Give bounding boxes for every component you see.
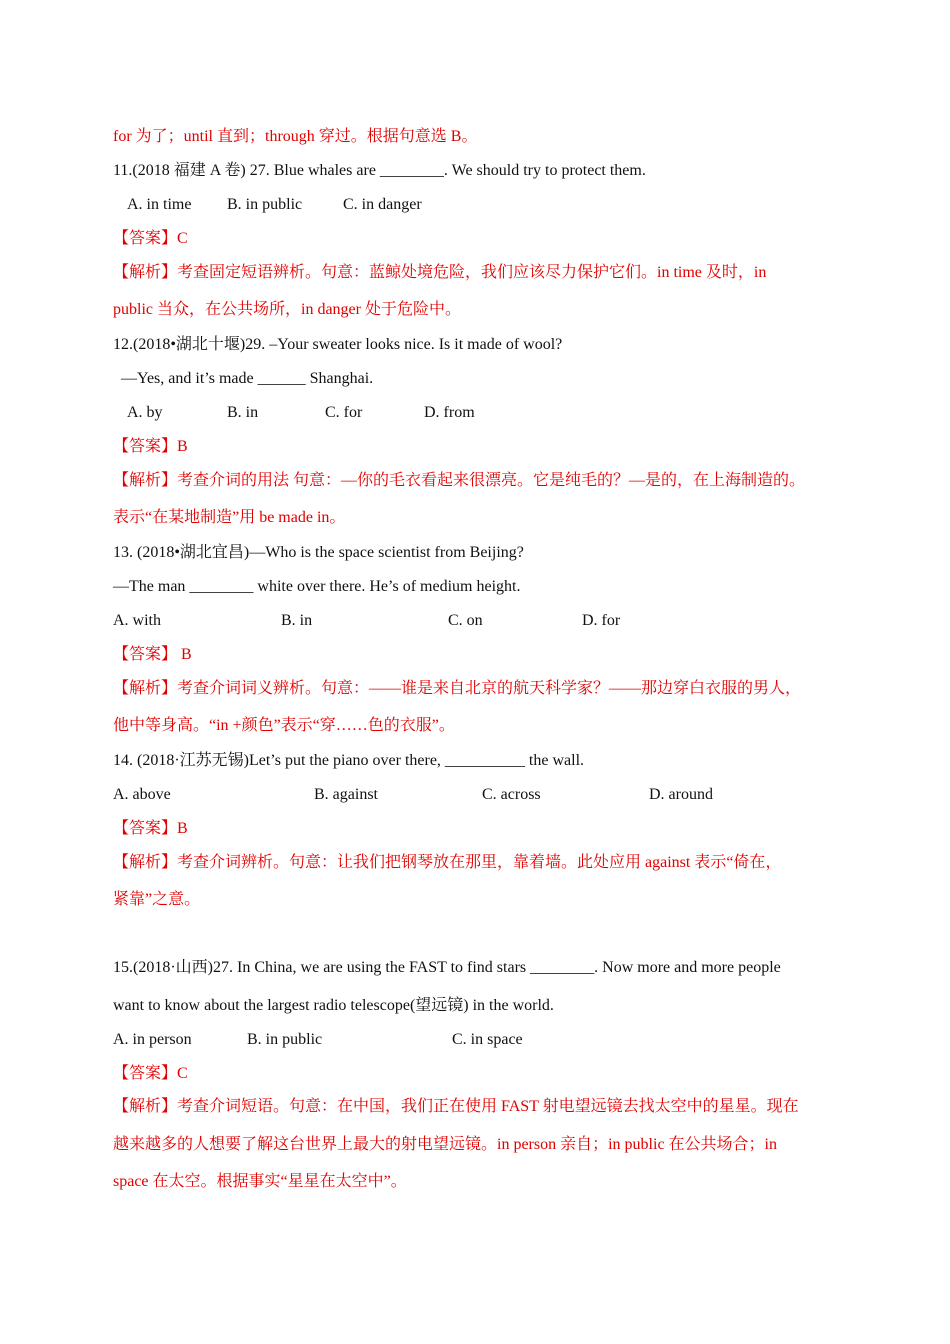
q12-option-b: B. in: [227, 404, 259, 421]
q12-option-c: C. for: [325, 404, 363, 421]
q14-answer: 【答案】B: [113, 820, 188, 837]
q11-answer: 【答案】C: [113, 230, 188, 247]
q12-answer: 【答案】B: [113, 438, 188, 455]
q14-explanation-line-2: 紧靠”之意。: [113, 891, 201, 908]
q11-explanation-line-2: public 当众，在公共场所，in danger 处于危险中。: [113, 301, 461, 318]
q13-option-a: A. with: [113, 612, 161, 629]
q11-option-a: A. in time: [127, 196, 192, 213]
explanation-text: for 为了；until 直到；through 穿过。根据句意选 B。: [113, 128, 478, 145]
q13-option-b: B. in: [281, 612, 313, 629]
q12-option-d: D. from: [424, 404, 475, 421]
q13-answer: 【答案】 B: [113, 646, 192, 663]
q11-explanation-line-1: 【解析】考查固定短语辨析。句意：蓝鲸处境危险，我们应该尽力保护它们。in time 及时，in: [113, 264, 767, 281]
question-11-stem: 11.(2018 福建 A 卷) 27. Blue whales are ________. We should try to protect them.: [113, 162, 646, 179]
q15-option-a: A. in person: [113, 1031, 192, 1048]
q15-explanation-line-1: 【解析】考查介词短语。句意：在中国，我们正在使用 FAST 射电望远镜去找太空中的星星。现在: [113, 1098, 799, 1115]
q12-explanation-line-1: 【解析】考查介词的用法 句意：—你的毛衣看起来很漂亮。它是纯毛的？—是的，在上海制造的。: [113, 472, 806, 489]
q15-option-c: C. in space: [452, 1031, 523, 1048]
q13-explanation-line-2: 他中等身高。“in +颜色”表示“穿……色的衣服”。: [113, 717, 455, 734]
question-13-line-2: —The man ________ white over there. He’s of medium height.: [113, 578, 521, 595]
q14-option-b: B. against: [314, 786, 378, 803]
q11-option-c: C. in danger: [343, 196, 422, 213]
question-15-line-2: want to know about the largest radio telescope(望远镜) in the world.: [113, 997, 554, 1014]
q15-answer: 【答案】C: [113, 1065, 188, 1082]
q11-option-b: B. in public: [227, 196, 303, 213]
q15-option-b: B. in public: [247, 1031, 323, 1048]
q12-explanation-line-2: 表示“在某地制造”用 be made in。: [113, 509, 346, 526]
q14-option-a: A. above: [113, 786, 171, 803]
question-12-stem: 12.(2018•湖北十堰)29. –Your sweater looks nice. Is it made of wool?: [113, 336, 563, 353]
question-14-stem: 14. (2018·江苏无锡)Let’s put the piano over there, __________ the wall.: [113, 752, 585, 769]
q14-explanation-line-1: 【解析】考查介词辨析。句意：让我们把钢琴放在那里，靠着墙。此处应用 against 表示“倚在，: [113, 854, 782, 871]
q14-option-d: D. around: [649, 786, 713, 803]
q13-explanation-line-1: 【解析】考查介词词义辨析。句意：——谁是来自北京的航天科学家？——那边穿白衣服的男人，: [113, 680, 802, 697]
q13-option-d: D. for: [582, 612, 621, 629]
q13-option-c: C. on: [448, 612, 483, 629]
q15-explanation-line-2: 越来越多的人想要了解这台世界上最大的射电望远镜。in person 亲自；in public 在公共场合；in: [113, 1136, 777, 1153]
question-12-line-2: —Yes, and it’s made ______ Shanghai.: [121, 370, 374, 387]
q12-option-a: A. by: [127, 404, 163, 421]
question-13-stem: 13. (2018•湖北宜昌)—Who is the space scientist from Beijing?: [113, 544, 524, 561]
q14-option-c: C. across: [482, 786, 541, 803]
q15-explanation-line-3: space 在太空。根据事实“星星在太空中”。: [113, 1173, 407, 1190]
question-15-stem: 15.(2018·山西)27. In China, we are using the FAST to find stars ________. Now more and more people: [113, 959, 781, 976]
